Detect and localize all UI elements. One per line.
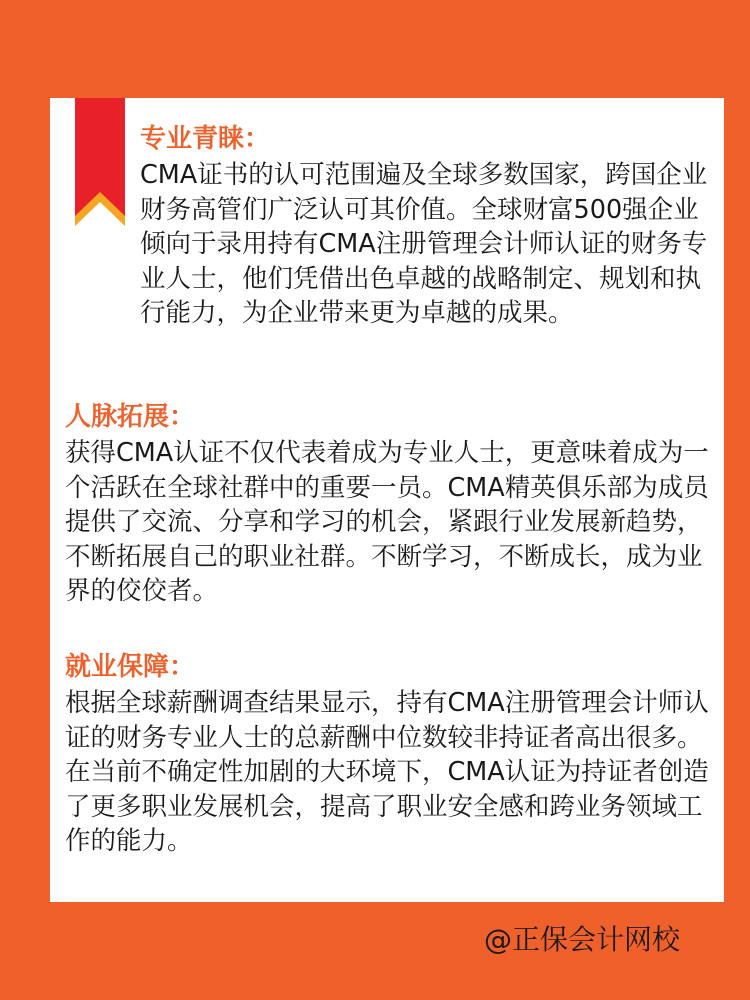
footer-credit: @正保会计网校 xyxy=(483,923,680,956)
section-body: CMA证书的认可范围遍及全球多数国家，跨国企业财务高管们广泛认可其价值。全球财富500强企业倾向于录用持有CMA注册管理会计师认证的财务专业人士，他们凭借出色卓越的战略制定、规划和执行能力，为企业带来更为卓越的成果。 xyxy=(140,160,708,328)
section-body: 根据全球薪酬调查结果显示，持有CMA注册管理会计师认证的财务专业人士的总薪酬中位数较非持证者高出很多。在当前不确定性加剧的大环境下，CMA认证为持证者创造了更多职业发展机会，提高了职业安全感和跨业务领域工作的能力。 xyxy=(65,688,709,856)
section-heading: 人脉拓展： xyxy=(65,402,196,432)
section-network-expansion xyxy=(65,402,715,609)
section-heading: 就业保障： xyxy=(65,652,196,682)
section-professional-recognition xyxy=(140,124,715,331)
section-heading: 专业青睐： xyxy=(140,124,271,154)
section-body: 获得CMA认证不仅代表着成为专业人士，更意味着成为一个活跃在全球社群中的重要一员。CMA精英俱乐部为成员提供了交流、分享和学习的机会，紧跟行业发展新趋势，不断拓展自己的职业社群。不断学习，不断成长，成为业界的佼佼者。 xyxy=(65,438,709,606)
bookmark-ribbon-icon xyxy=(75,98,125,228)
section-employment-security xyxy=(65,652,715,859)
